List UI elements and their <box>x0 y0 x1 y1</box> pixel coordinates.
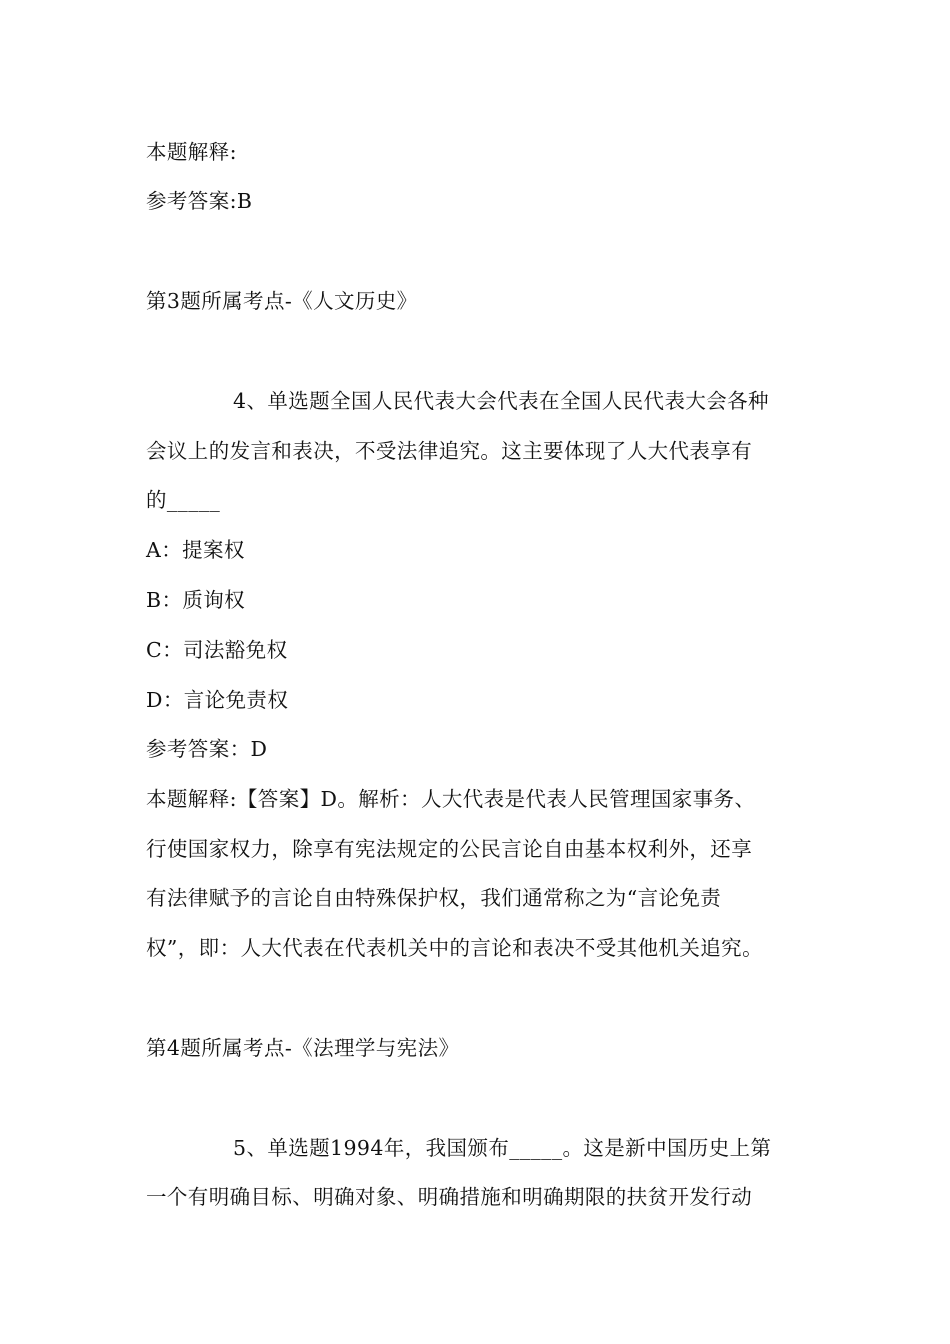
question-5-line-2: 一个有明确目标、明确对象、明确措施和明确期限的扶贫开发行动 <box>146 1185 753 1209</box>
option-a: A：提案权 <box>146 538 245 562</box>
topic-q3: 第3题所属考点-《人文历史》 <box>146 289 418 313</box>
explanation-label-q3: 本题解释: <box>146 140 237 164</box>
option-b: B：质询权 <box>146 588 246 612</box>
question-4-line-2: 会议上的发言和表决，不受法律追究。这主要体现了人大代表享有 <box>146 439 753 463</box>
answer-q4: 参考答案：D <box>146 737 268 761</box>
question-4-line-3: 的_____ <box>146 488 221 512</box>
explanation-q4-line-4: 权”，即：人大代表在代表机关中的言论和表决不受其他机关追究。 <box>146 936 763 960</box>
explanation-q4-line-1: 本题解释:【答案】D。解析：人大代表是代表人民管理国家事务、 <box>146 787 756 811</box>
answer-q3: 参考答案:B <box>146 189 253 213</box>
topic-q4: 第4题所属考点-《法理学与宪法》 <box>146 1036 460 1060</box>
explanation-q4-line-2: 行使国家权力，除享有宪法规定的公民言论自由基本权利外，还享 <box>146 837 753 861</box>
question-5-line-1: 5、单选题1994年，我国颁布_____。这是新中国历史上第 <box>233 1136 772 1160</box>
option-d: D：言论免责权 <box>146 688 289 712</box>
question-4-line-1: 4、单选题全国人民代表大会代表在全国人民代表大会各种 <box>233 389 769 413</box>
explanation-q4-line-3: 有法律赋予的言论自由特殊保护权，我们通常称之为“言论免责 <box>146 886 722 910</box>
option-c: C：司法豁免权 <box>146 638 288 662</box>
